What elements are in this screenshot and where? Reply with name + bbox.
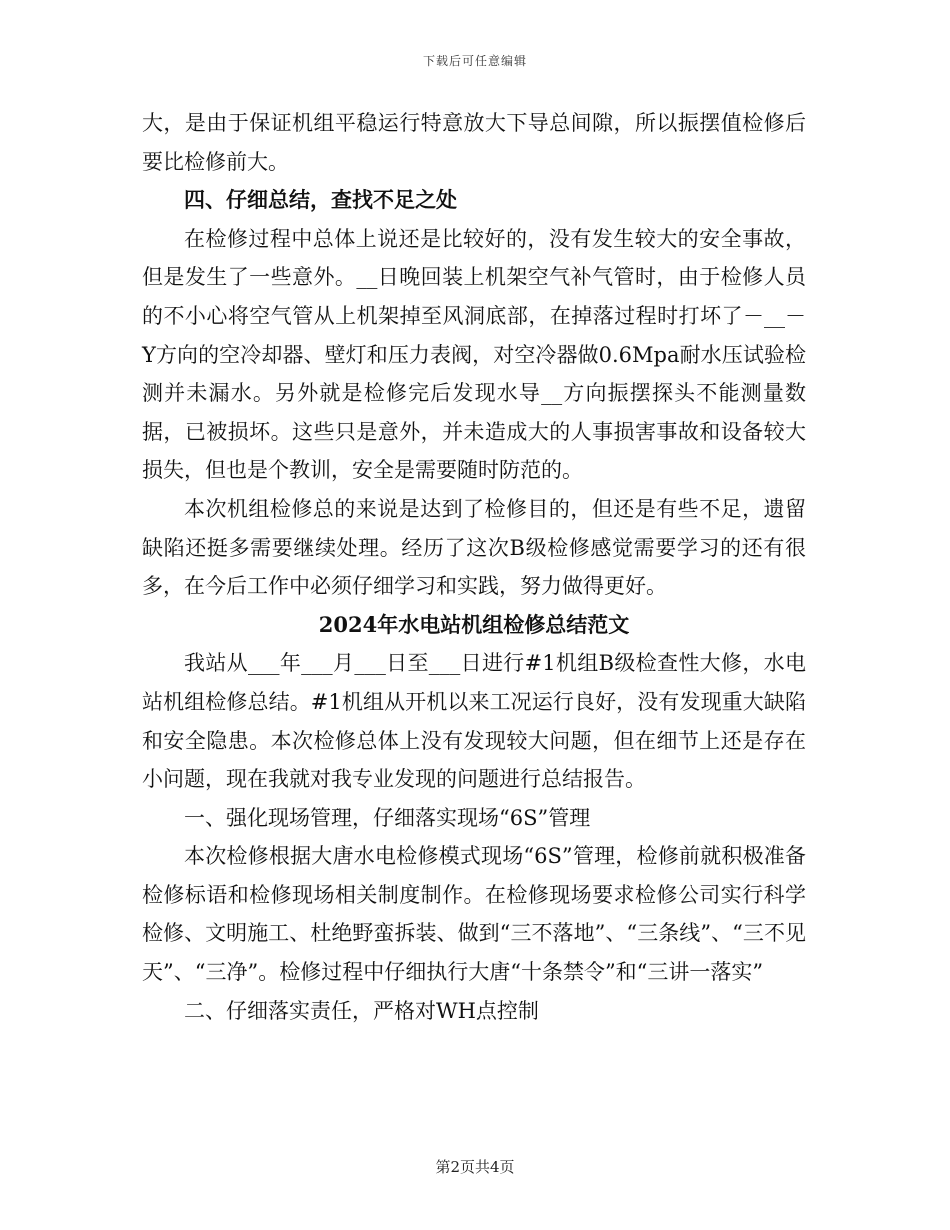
page-footer: 第2页共4页	[435, 1158, 515, 1176]
page-header: 下载后可任意编辑	[422, 54, 527, 68]
paragraph-accidents: 在检修过程中总体上说还是比较好的，没有发生较大的安全事故，但是发生了一些意外。__日晚回装上机架空气补气管时，由于检修人员的不小心将空气管从上机架掉至风洞底部，在掉落过程时打坏了－__－Y方向的空冷却器、壁灯和压力表阀，对空冷器做0.6Mpa耐水压试验检测并未漏水。另外就是检修完后发现水导__方向振摆探头不能测量数据，已被损坏。这些只是意外，并未造成大的人事损害事故和设备较大损失，但也是个教训，安全是需要随时防范的。	[142, 226, 806, 483]
document-title: 2024年水电站机组检修总结范文	[318, 611, 630, 637]
paragraph-6s: 本次检修根据大唐水电检修模式现场“6S”管理，检修前就积极准备检修标语和检修现场相关制度制作。在检修现场要求检修公司实行科学检修、文明施工、杜绝野蛮拆装、做到“三不落地”、“三条线”、“三不见天”、“三净”。检修过程中仔细执行大唐“十条禁令”和“三讲一落实”	[142, 844, 806, 985]
paragraph-intro: 我站从___年___月___日至___日进行#1机组B级检查性大修，水电站机组检修总结。#1机组从开机以来工况运行良好，没有发现重大缺陷和安全隐患。本次检修总体上没有发现较大问题，但在细节上还是存在小问题，现在我就对我专业发现的问题进行总结报告。	[142, 651, 806, 792]
section-heading-1: 一、强化现场管理，仔细落实现场“6S”管理	[184, 805, 591, 830]
section-heading-4: 四、仔细总结，查找不足之处	[184, 187, 457, 213]
paragraph-continuation: 大，是由于保证机组平稳运行特意放大下导总间隙，所以振摆值检修后要比检修前大。	[142, 111, 806, 174]
document-body	[142, 104, 806, 1030]
paragraph-conclusion: 本次机组检修总的来说是达到了检修目的，但还是有些不足，遗留缺陷还挺多需要继续处理。经历了这次B级检修感觉需要学习的还有很多，在今后工作中必须仔细学习和实践，努力做得更好。	[142, 496, 806, 599]
section-heading-2: 二、仔细落实责任，严格对WH点控制	[184, 998, 539, 1023]
